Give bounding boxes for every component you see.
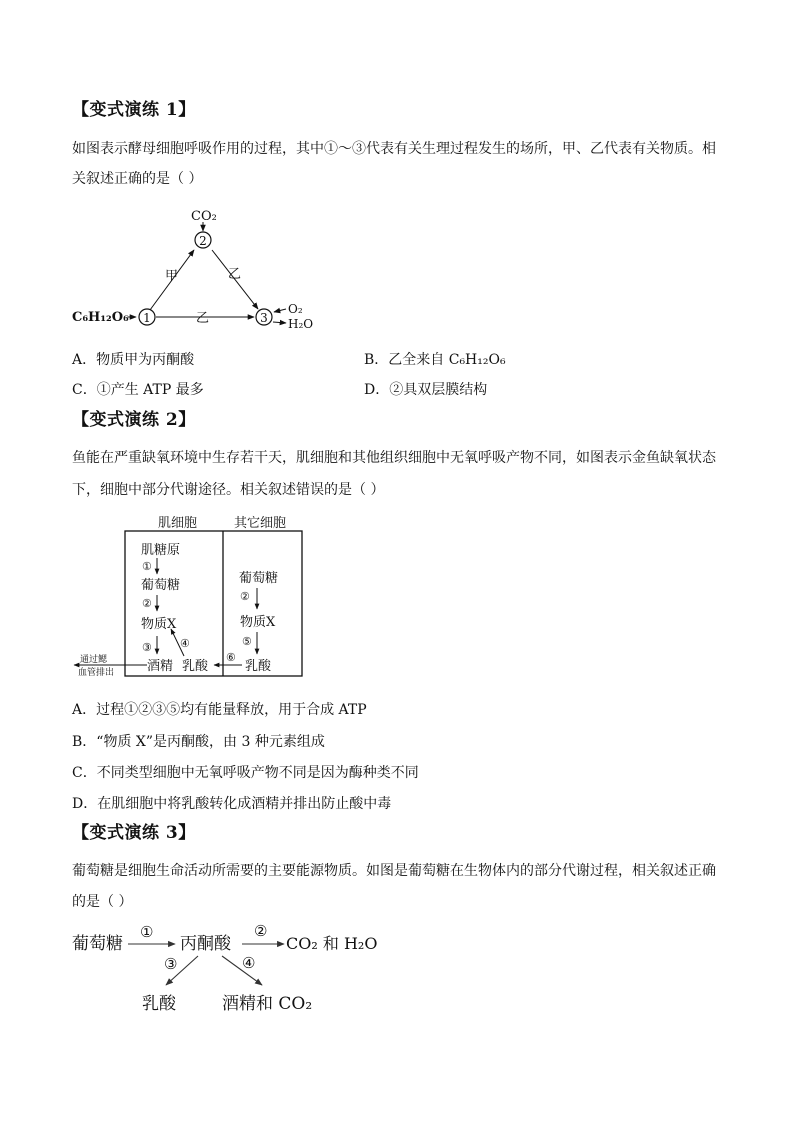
step-3: ③ bbox=[164, 955, 178, 973]
process-2-right: ② bbox=[240, 590, 250, 603]
pyruvate-label: 丙酮酸 bbox=[180, 934, 231, 954]
h2o-label: H₂O bbox=[288, 317, 314, 331]
alcohol-co2-label: 酒精和 CO₂ bbox=[222, 994, 313, 1014]
glucose-right-label: 葡萄糖 bbox=[239, 571, 279, 586]
respiration-diagram bbox=[66, 200, 336, 335]
exit-label-2: 血管排出 bbox=[78, 668, 115, 678]
co2-label: CO₂ bbox=[191, 209, 217, 224]
step-1: ① bbox=[140, 923, 154, 941]
exercise-1-question-line-2: 关叙述正确的是（ ） bbox=[72, 171, 203, 187]
step-4: ④ bbox=[242, 954, 256, 972]
exercise-1-question-line-1: 如图表示酵母细胞呼吸作用的过程，其中①～③代表有关生理过程发生的场所，甲、乙代表有关物质。相 bbox=[72, 141, 716, 157]
exercise-1-option-b: B．乙全来自 C₆H₁₂O₆ bbox=[364, 352, 506, 368]
yi-diagonal-label: 乙 bbox=[228, 267, 242, 282]
substance-x-left: 物质X bbox=[141, 617, 177, 632]
process-1: ① bbox=[142, 560, 152, 573]
exercise-2-option-d: D．在肌细胞中将乳酸转化成酒精并排出防止酸中毒 bbox=[72, 796, 392, 812]
exercise-3-title: 【变式演练 3】 bbox=[72, 823, 196, 843]
o2-label: O₂ bbox=[288, 302, 303, 316]
lactic-left-label: 乳酸 bbox=[182, 659, 209, 674]
process-4: ④ bbox=[180, 637, 190, 650]
site-3-number: 3 bbox=[260, 311, 268, 325]
muscle-cell-header: 肌细胞 bbox=[158, 516, 198, 531]
site-2-number: 2 bbox=[199, 234, 207, 248]
glucose-formula: C₆H₁₂O₆ bbox=[72, 310, 129, 325]
exercise-2-question-line-2: 下，细胞中部分代谢途径。相关叙述错误的是（ ） bbox=[72, 482, 385, 498]
glucose-left-label: 葡萄糖 bbox=[141, 578, 181, 593]
exercise-1-title: 【变式演练 1】 bbox=[72, 100, 196, 120]
process-6: ⑥ bbox=[226, 651, 236, 664]
process-2-left: ② bbox=[142, 597, 152, 610]
yi-bottom-label: 乙 bbox=[196, 311, 210, 326]
exercise-1-option-c: C．①产生 ATP 最多 bbox=[72, 382, 204, 398]
exercise-3-question-line-1: 葡萄糖是细胞生命活动所需要的主要能源物质。如图是葡萄糖在生物体内的部分代谢过程，相关叙述正确 bbox=[72, 863, 716, 879]
glucose-metabolism-diagram bbox=[70, 918, 390, 1018]
exercise-2-option-a: A．过程①②③⑤均有能量释放，用于合成 ATP bbox=[72, 702, 367, 718]
jia-label: 甲 bbox=[165, 269, 179, 284]
fish-metabolism-diagram bbox=[72, 514, 310, 682]
substance-x-right: 物质X bbox=[240, 615, 276, 630]
lactic-right-label: 乳酸 bbox=[245, 659, 272, 674]
glucose-label: 葡萄糖 bbox=[72, 934, 123, 954]
site-1-number: 1 bbox=[143, 311, 151, 325]
exercise-2-option-c: C．不同类型细胞中无氧呼吸产物不同是因为酶种类不同 bbox=[72, 765, 419, 781]
exit-label-1: 通过鳃 bbox=[80, 655, 108, 665]
process-3: ③ bbox=[142, 641, 152, 654]
exercise-2-option-b: B．“物质 X”是丙酮酸，由 3 种元素组成 bbox=[72, 734, 325, 750]
exercise-2-title: 【变式演练 2】 bbox=[72, 410, 196, 430]
exercise-1-option-a: A．物质甲为丙酮酸 bbox=[72, 352, 195, 368]
process-5: ⑤ bbox=[242, 635, 252, 648]
exercise-2-question-line-1: 鱼能在严重缺氧环境中生存若干天，肌细胞和其他组织细胞中无氧呼吸产物不同，如图表示金鱼缺氧状态 bbox=[72, 450, 716, 466]
exercise-3-question-line-2: 的是（ ） bbox=[72, 894, 133, 910]
alcohol-label: 酒精 bbox=[147, 659, 174, 674]
other-cell-header: 其它细胞 bbox=[234, 516, 287, 531]
co2-h2o-label: CO₂ 和 H₂O bbox=[286, 934, 378, 953]
exercise-1-option-d: D．②具双层膜结构 bbox=[364, 382, 488, 398]
glycogen-label: 肌糖原 bbox=[141, 543, 181, 558]
step-2: ② bbox=[254, 922, 268, 940]
lactic-acid-label: 乳酸 bbox=[142, 994, 176, 1014]
